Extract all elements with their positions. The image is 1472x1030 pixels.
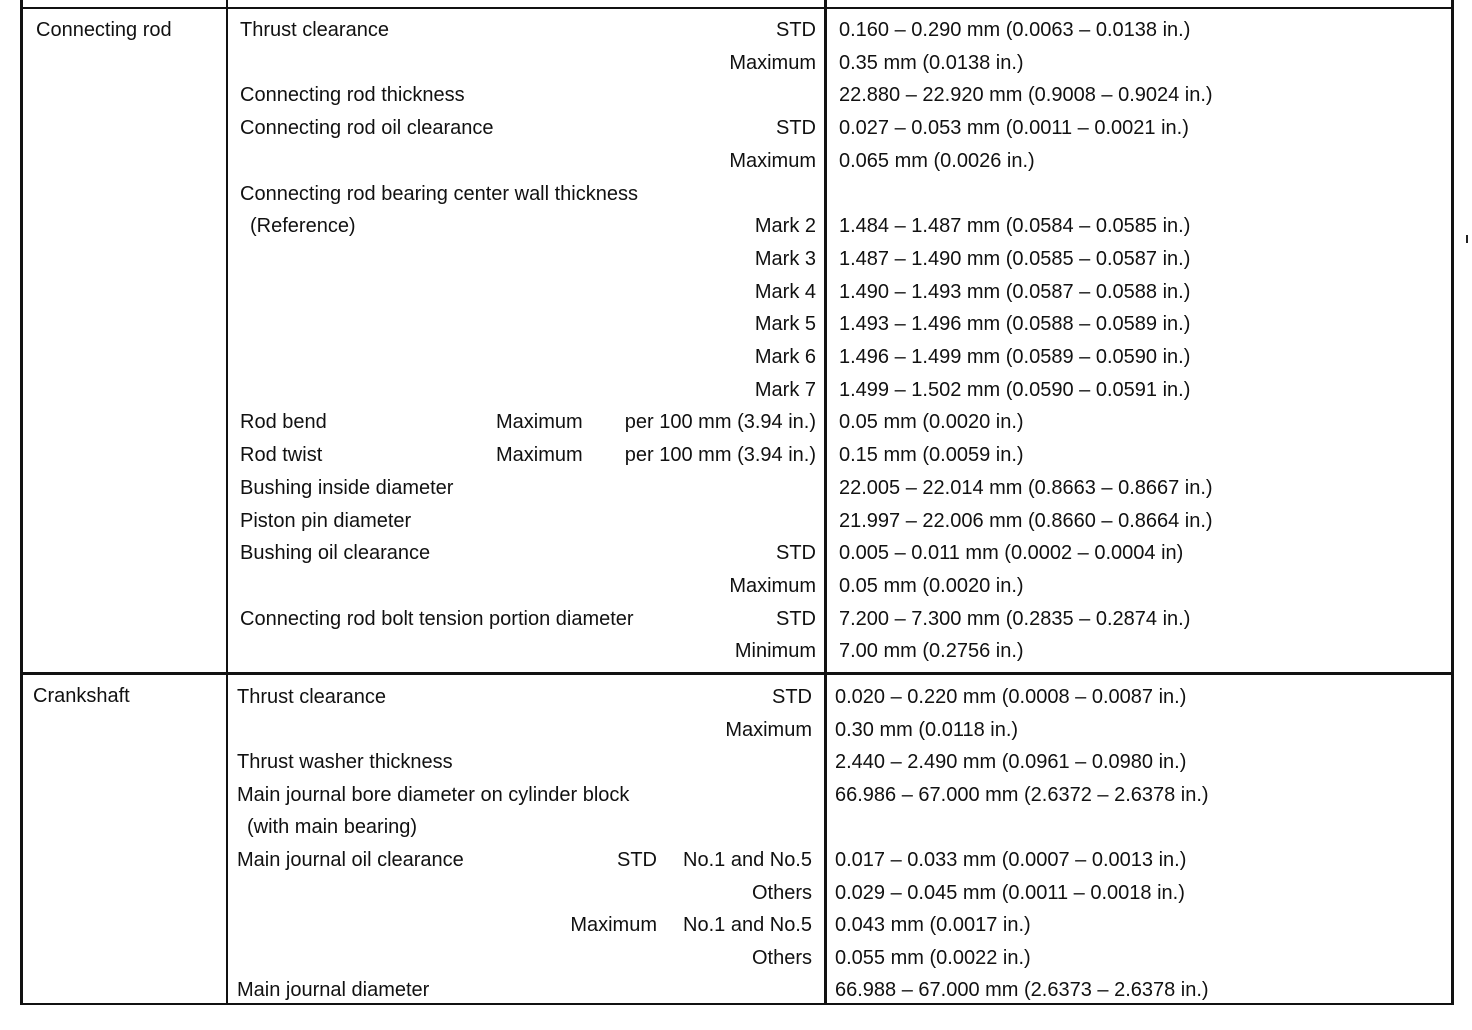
spec-qualifier: Mark 2 xyxy=(754,215,816,237)
spec-condition: Maximum xyxy=(496,444,583,466)
spec-qualifier: Minimum xyxy=(734,640,816,662)
spec-qualifier: STD xyxy=(776,608,816,630)
spec-item: Connecting rod oil clearance xyxy=(240,117,494,139)
spec-value: 0.35 mm (0.0138 in.) xyxy=(839,52,1024,74)
table-border-top xyxy=(20,7,1454,9)
spec-item: Bushing oil clearance xyxy=(240,542,431,564)
spec-qualifier: No.1 and No.5 xyxy=(683,914,812,936)
spec-item: Main journal bore diameter on cylinder block xyxy=(237,784,630,806)
spec-qualifier: Maximum xyxy=(729,52,816,74)
spec-qualifier: Mark 3 xyxy=(754,248,816,270)
spec-qualifier: Others xyxy=(751,882,812,904)
table-border-right xyxy=(1451,0,1454,1005)
spec-value: 0.065 mm (0.0026 in.) xyxy=(839,150,1035,172)
spec-qualifier: STD xyxy=(772,686,812,708)
section-label: Crankshaft xyxy=(33,685,130,707)
spec-qualifier: Mark 5 xyxy=(754,313,816,335)
margin-mark xyxy=(1466,235,1468,243)
spec-value: 0.055 mm (0.0022 in.) xyxy=(835,947,1031,969)
spec-item: Rod twist xyxy=(240,444,323,466)
spec-condition: Maximum xyxy=(570,914,657,936)
spec-value: 0.30 mm (0.0118 in.) xyxy=(835,719,1019,741)
spec-qualifier: STD xyxy=(776,117,816,139)
spec-value: 21.997 – 22.006 mm (0.8660 – 0.8664 in.) xyxy=(839,510,1213,532)
spec-item: Connecting rod thickness xyxy=(240,84,465,106)
spec-condition: STD xyxy=(617,849,657,871)
spec-value: 0.043 mm (0.0017 in.) xyxy=(835,914,1031,936)
spec-value: 1.499 – 1.502 mm (0.0590 – 0.0591 in.) xyxy=(839,379,1191,401)
spec-qualifier: STD xyxy=(776,542,816,564)
spec-qualifier: Maximum xyxy=(725,719,812,741)
spec-qualifier: per 100 mm (3.94 in.) xyxy=(624,444,816,466)
spec-value: 0.020 – 0.220 mm (0.0008 – 0.0087 in.) xyxy=(835,686,1187,708)
spec-condition: Maximum xyxy=(496,411,583,433)
column-divider-2 xyxy=(824,0,827,1005)
spec-qualifier: Mark 7 xyxy=(754,379,816,401)
spec-item: Connecting rod bearing center wall thickness xyxy=(240,183,638,205)
spec-value: 0.027 – 0.053 mm (0.0011 – 0.0021 in.) xyxy=(839,117,1189,139)
spec-value: 2.440 – 2.490 mm (0.0961 – 0.0980 in.) xyxy=(835,751,1187,773)
spec-item: Thrust clearance xyxy=(237,686,386,708)
spec-qualifier: Others xyxy=(751,947,812,969)
spec-value: 0.05 mm (0.0020 in.) xyxy=(839,411,1024,433)
spec-value: 0.15 mm (0.0059 in.) xyxy=(839,444,1024,466)
spec-qualifier: Mark 4 xyxy=(754,281,816,303)
spec-item: (Reference) xyxy=(250,215,356,237)
spec-value: 22.005 – 22.014 mm (0.8663 – 0.8667 in.) xyxy=(839,477,1213,499)
table-border-bottom xyxy=(20,1003,1454,1005)
spec-qualifier: Mark 6 xyxy=(754,346,816,368)
spec-item: Bushing inside diameter xyxy=(240,477,454,499)
spec-value: 0.160 – 0.290 mm (0.0063 – 0.0138 in.) xyxy=(839,19,1191,41)
spec-item: Piston pin diameter xyxy=(240,510,412,532)
spec-qualifier: No.1 and No.5 xyxy=(683,849,812,871)
table-border-left xyxy=(20,0,23,1005)
spec-qualifier: STD xyxy=(776,19,816,41)
section-label: Connecting rod xyxy=(36,19,172,41)
spec-item: Rod bend xyxy=(240,411,327,433)
spec-item: Connecting rod bolt tension portion diameter xyxy=(240,608,634,630)
spec-value: 0.005 – 0.011 mm (0.0002 – 0.0004 in) xyxy=(839,542,1184,564)
spec-value: 66.988 – 67.000 mm (2.6373 – 2.6378 in.) xyxy=(835,979,1209,1001)
spec-item: Thrust washer thickness xyxy=(237,751,453,773)
spec-qualifier: Maximum xyxy=(729,575,816,597)
spec-value: 0.05 mm (0.0020 in.) xyxy=(839,575,1024,597)
spec-value: 1.490 – 1.493 mm (0.0587 – 0.0588 in.) xyxy=(839,281,1191,303)
spec-value: 1.487 – 1.490 mm (0.0585 – 0.0587 in.) xyxy=(839,248,1191,270)
spec-value: 1.493 – 1.496 mm (0.0588 – 0.0589 in.) xyxy=(839,313,1191,335)
spec-qualifier: Maximum xyxy=(729,150,816,172)
spec-item: Main journal oil clearance xyxy=(237,849,464,871)
spec-qualifier: per 100 mm (3.94 in.) xyxy=(624,411,816,433)
spec-item: Thrust clearance xyxy=(240,19,389,41)
spec-value: 7.200 – 7.300 mm (0.2835 – 0.2874 in.) xyxy=(839,608,1191,630)
spec-item: Main journal diameter xyxy=(237,979,430,1001)
spec-item: (with main bearing) xyxy=(247,816,418,838)
spec-value: 0.017 – 0.033 mm (0.0007 – 0.0013 in.) xyxy=(835,849,1187,871)
column-divider-1 xyxy=(226,0,228,1005)
spec-value: 1.484 – 1.487 mm (0.0584 – 0.0585 in.) xyxy=(839,215,1191,237)
spec-value: 1.496 – 1.499 mm (0.0589 – 0.0590 in.) xyxy=(839,346,1191,368)
spec-value: 0.029 – 0.045 mm (0.0011 – 0.0018 in.) xyxy=(835,882,1185,904)
spec-value: 7.00 mm (0.2756 in.) xyxy=(839,640,1024,662)
spec-value: 66.986 – 67.000 mm (2.6372 – 2.6378 in.) xyxy=(835,784,1209,806)
spec-value: 22.880 – 22.920 mm (0.9008 – 0.9024 in.) xyxy=(839,84,1213,106)
section-divider xyxy=(20,672,1454,675)
